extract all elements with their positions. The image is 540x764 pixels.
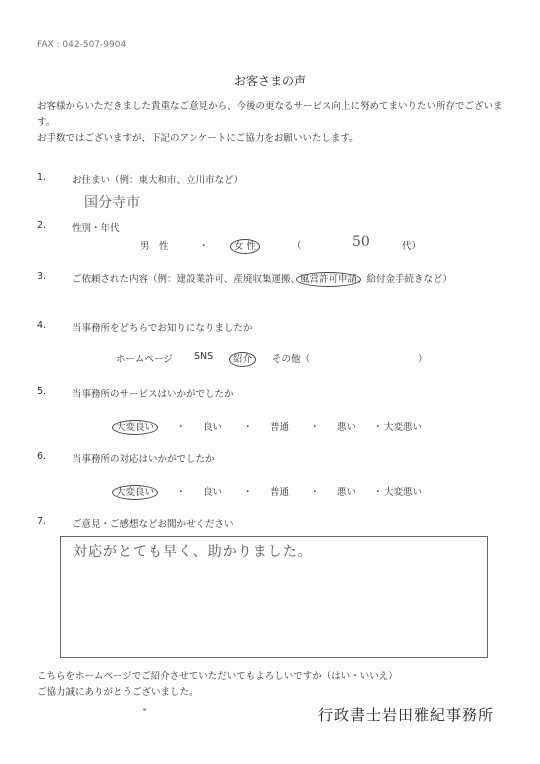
office-signature: 行政書士岩田雅紀事務所: [318, 706, 495, 724]
q6-rating-average: 普通: [270, 487, 290, 498]
q5-rating-very-good-circled: [116, 419, 154, 433]
q4-option-referral-circled: [233, 351, 252, 365]
page-title: お客さまの声: [233, 74, 306, 88]
q2-number: 2.: [37, 220, 47, 231]
q5-dot-3: ・: [310, 422, 320, 433]
q4-question: 当事務所をどちらでお知りになりましたか: [72, 323, 253, 334]
q6-dot-1: ・: [176, 487, 186, 498]
q3-circled-answer: 風営許可申請: [296, 272, 361, 287]
q5-rating-good: 良い: [203, 422, 223, 433]
q5-rating-bad: 悪い: [337, 422, 357, 433]
q3-question: [72, 271, 452, 285]
q7-question: ご意見・ご感想などお聞かせください: [72, 519, 234, 530]
q2-handwritten-age: 50: [352, 234, 370, 250]
q2-option-female-circled: [234, 238, 256, 252]
q4-option-other: その他（: [272, 354, 311, 365]
q1-number: 1.: [37, 172, 47, 183]
q2-paren-close: 代）: [402, 241, 422, 252]
q5-very-good-label: 大変良い: [112, 420, 158, 435]
comment-box: [60, 536, 488, 658]
q4-option-sns: SNS: [194, 351, 214, 362]
q7-handwritten-comment: 対応がとても早く、助かりました。: [73, 544, 313, 560]
q2-separator: ・: [199, 241, 209, 252]
q4-other-close: ）: [418, 354, 428, 365]
q6-dot-4: ・: [373, 487, 383, 498]
q2-female-label: 女 性: [230, 239, 260, 254]
q6-dot-3: ・: [310, 487, 320, 498]
permission-question: こちらをホームページでご紹介させていただいてもよろしいですか（はい・いいえ）: [37, 671, 398, 682]
q4-referral-label: 紹介: [229, 352, 256, 367]
q5-rating-very-bad: 大変悪い: [384, 422, 423, 433]
q7-number: 7.: [37, 516, 47, 527]
q5-dot-1: ・: [176, 422, 186, 433]
q2-question: 性別・年代: [72, 223, 120, 234]
q3-text-after: 、給付金手続きなど）: [357, 274, 453, 285]
q5-number: 5.: [37, 386, 47, 397]
q2-option-male: 男 性: [140, 241, 169, 252]
q6-rating-good: 良い: [203, 487, 223, 498]
intro-text: [37, 99, 507, 147]
q5-dot-4: ・: [373, 422, 383, 433]
q5-rating-average: 普通: [270, 422, 290, 433]
q1-handwritten-answer: 国分寺市: [84, 195, 140, 211]
q5-dot-2: ・: [243, 422, 253, 433]
q4-number: 4.: [37, 320, 47, 331]
q6-very-good-label: 大変良い: [112, 485, 158, 500]
intro-line-2: お手数ではございますが、下記のアンケートにご協力をお願いいたします。: [37, 133, 359, 144]
q4-option-homepage: ホームページ: [116, 354, 173, 365]
q6-rating-bad: 悪い: [337, 487, 357, 498]
q2-paren-open: （: [292, 241, 302, 252]
q6-question: 当事務所の対応はいかがでしたか: [72, 454, 215, 465]
q6-rating-very-bad: 大変悪い: [384, 487, 423, 498]
ink-speck: [143, 708, 146, 711]
intro-line-1: お客様からいただきました貴重なご意見から、今後の更なるサービス向上に努めてまいりたい所存でございます。: [37, 101, 503, 128]
q3-text-before: ご依頼された内容（例：建設業許可、産廃収集運搬、: [72, 274, 301, 285]
q6-dot-2: ・: [243, 487, 253, 498]
q3-number: 3.: [37, 271, 47, 282]
fax-number: FAX : 042-507-9904: [37, 40, 127, 50]
q6-number: 6.: [37, 451, 47, 462]
q1-question: お住まい（例：東大和市、立川市など）: [72, 175, 244, 186]
q6-rating-very-good-circled: [116, 484, 154, 498]
q5-question: 当事務所のサービスはいかがでしたか: [72, 389, 234, 400]
thanks-text: ご協力誠にありがとうございました。: [37, 687, 199, 698]
